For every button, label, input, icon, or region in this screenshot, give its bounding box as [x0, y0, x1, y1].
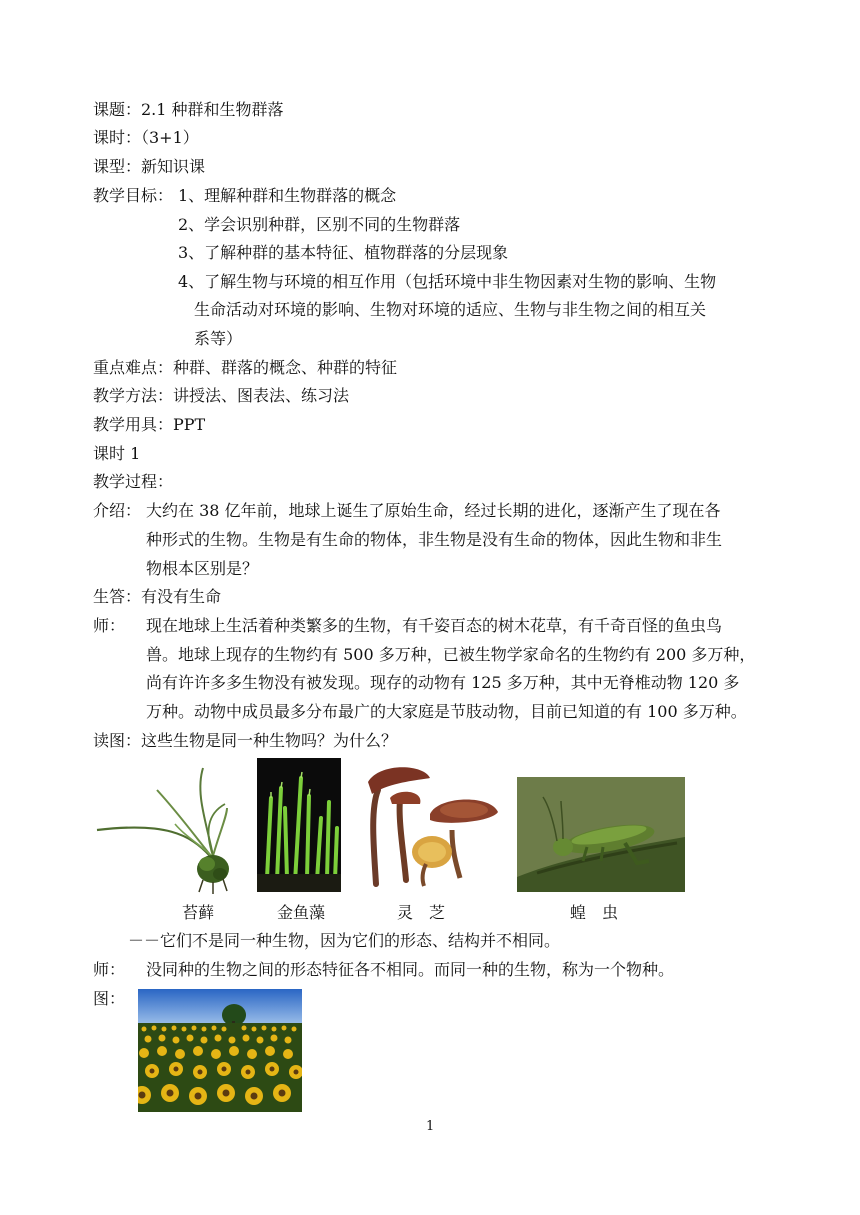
- seaweed-image: [257, 758, 341, 892]
- objective-item: 1、理解种群和生物群落的概念: [178, 186, 397, 205]
- teacher-line: 万种。动物中成员最多分布最广的大家庭是节肢动物，目前已知道的有 100 多万种。: [146, 702, 747, 721]
- teacher-line: 尚有许许多多生物没有被发现。现存的动物有 125 多万种，其中无脊椎动物 120 多: [146, 673, 740, 692]
- caption-locust: 蝗 虫: [570, 903, 619, 922]
- reading-prompt: 读图：这些生物是同一种生物吗？为什么？: [93, 731, 398, 750]
- intro-line: 物根本区别是？: [146, 559, 259, 578]
- objective-item-cont: 系等）: [194, 329, 243, 348]
- student-answer: 生答：有没有生命: [93, 587, 222, 606]
- objective-item: 2、学会识别种群，区别不同的生物群落: [178, 215, 461, 234]
- lesson-topic: 课题：2.1 种群和生物群落: [93, 100, 284, 119]
- objective-item-cont: 生命活动对环境的影响、生物对环境的适应、生物与非生物之间的相互关: [194, 300, 707, 319]
- teacher-label: 师：: [93, 616, 126, 635]
- moss-image: [95, 764, 235, 894]
- answer-line: －－它们不是同一种生物，因为它们的形态、结构并不相同。: [128, 931, 561, 950]
- teacher-line: 兽。地球上现存的生物约有 500 多万种，已被生物学家命名的生物约有 200 多万种，: [146, 645, 756, 664]
- caption-lingzhi: 灵 芝: [397, 903, 446, 922]
- process-heading: 教学过程：: [93, 472, 174, 491]
- teacher-label: 师：: [93, 960, 126, 979]
- teacher-line: 没同种的生物之间的形态特征各不相同。而同一种的生物，称为一个物种。: [146, 960, 675, 979]
- caption-moss: 苔藓: [182, 903, 215, 922]
- page-number: 1: [426, 1119, 435, 1134]
- teaching-tools: 教学用具：PPT: [93, 415, 206, 434]
- locust-image: [517, 777, 685, 892]
- lesson-number: 课时 1: [93, 444, 141, 463]
- intro-line: 种形式的生物。生物是有生命的物体，非生物是没有生命的物体，因此生物和非生: [146, 530, 723, 549]
- objective-item: 4、了解生物与环境的相互作用（包括环境中非生物因素对生物的影响、生物: [178, 272, 717, 291]
- lesson-period: 课时：（3+1）: [93, 128, 199, 147]
- key-points: 重点难点：种群、群落的概念、种群的特征: [93, 358, 398, 377]
- lingzhi-image: [360, 760, 500, 890]
- sunflower-field-image: [138, 989, 302, 1112]
- objectives-label: 教学目标：: [93, 186, 174, 205]
- teaching-methods: 教学方法：讲授法、图表法、练习法: [93, 386, 350, 405]
- lesson-type: 课型：新知识课: [93, 157, 206, 176]
- intro-line: 大约在 38 亿年前，地球上诞生了原始生命，经过长期的进化，逐渐产生了现在各: [146, 501, 721, 520]
- objective-item: 3、了解种群的基本特征、植物群落的分层现象: [178, 243, 509, 262]
- figure-label: 图：: [93, 989, 126, 1008]
- intro-label: 介绍：: [93, 501, 142, 520]
- caption-seaweed: 金鱼藻: [277, 903, 326, 922]
- teacher-line: 现在地球上生活着种类繁多的生物，有千姿百态的树木花草，有千奇百怪的鱼虫鸟: [146, 616, 723, 635]
